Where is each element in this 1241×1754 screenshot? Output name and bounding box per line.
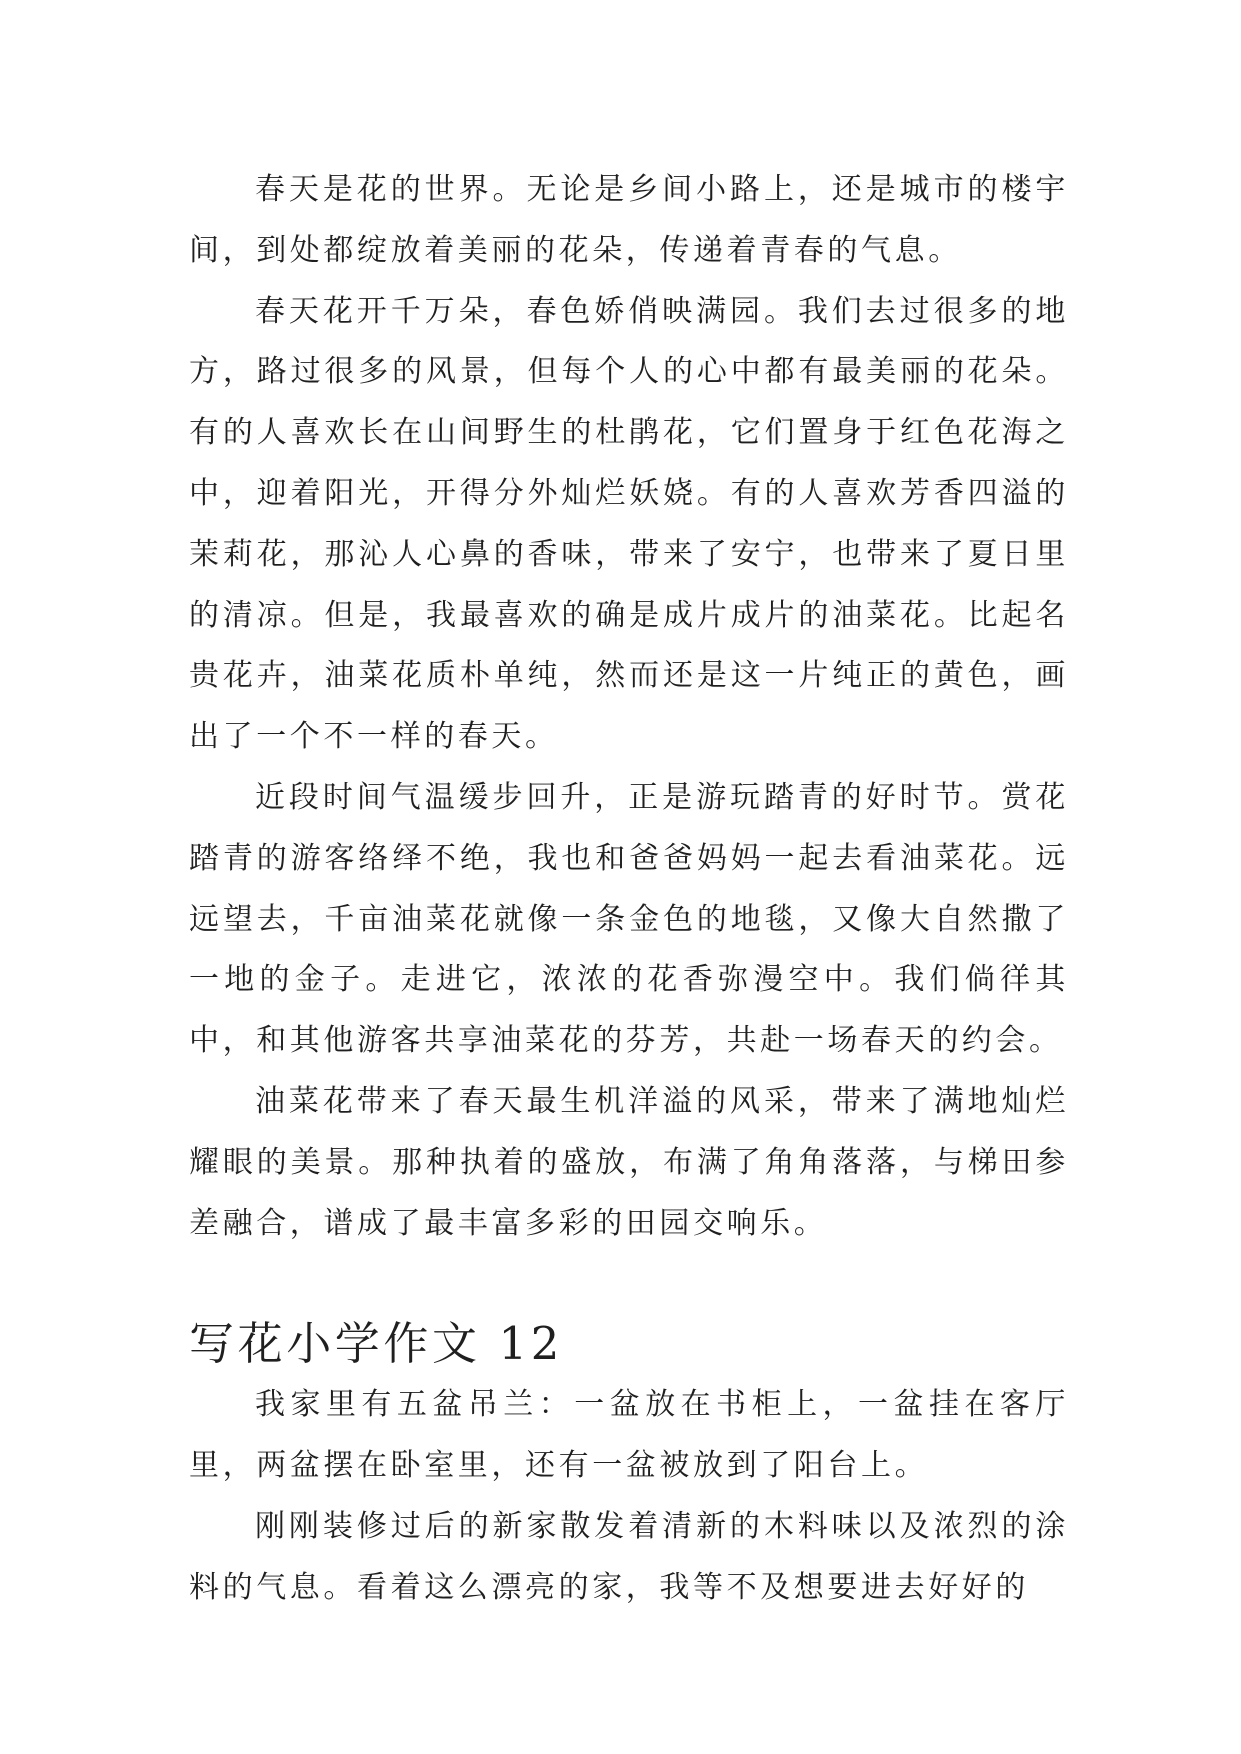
paragraph-outing: 近段时间气温缓步回升，正是游玩踏青的好时节。赏花踏青的游客络绎不绝，我也和爸爸妈妈一起去看油菜花。远远望去，千亩油菜花就像一条金色的地毯，又像大自然撒了一地的金子。走进它，浓浓的花香弥漫空中。我们倘徉其中，和其他游客共享油菜花的芬芳，共赴一场春天的约会。: [189, 779, 1069, 1059]
document-page: [189, 160, 1069, 1618]
paragraph-spring-flowers: 春天是花的世界。无论是乡间小路上，还是城市的楼宇间，到处都绽放着美丽的花朵，传递着青春的气息。: [189, 172, 1069, 268]
essay-title: 写花小学作文 12: [189, 1317, 563, 1371]
paragraph-favorite-flowers: 春天花开千万朵，春色娇俏映满园。我们去过很多的地方，路过很多的风景，但每个人的心中都有最美丽的花朵。有的人喜欢长在山间野生的杜鹃花，它们置身于红色花海之中，迎着阳光，开得分外灿烂妖娆。有的人喜欢芳香四溢的茉莉花，那沁人心鼻的香味，带来了安宁，也带来了夏日里的清凉。但是，我最喜欢的确是成片成片的油菜花。比起名贵花卉，油菜花质朴单纯，然而还是这一片纯正的黄色，画出了一个不一样的春天。: [189, 293, 1069, 755]
paragraph-rapeseed-scenery: 油菜花带来了春天最生机洋溢的风采，带来了满地灿烂耀眼的美景。那种执着的盛放，布满了角角落落，与梯田参差融合，谱成了最丰富多彩的田园交响乐。: [189, 1083, 1069, 1241]
paragraph-spider-plants: 我家里有五盆吊兰：一盆放在书柜上，一盆挂在客厅里，两盆摆在卧室里，还有一盆被放到了阳台上。: [189, 1387, 1069, 1483]
paragraph-new-home: 刚刚装修过后的新家散发着清新的木料味以及浓烈的涂料的气息。看着这么漂亮的家，我等不及想要进去好好的: [189, 1508, 1069, 1605]
